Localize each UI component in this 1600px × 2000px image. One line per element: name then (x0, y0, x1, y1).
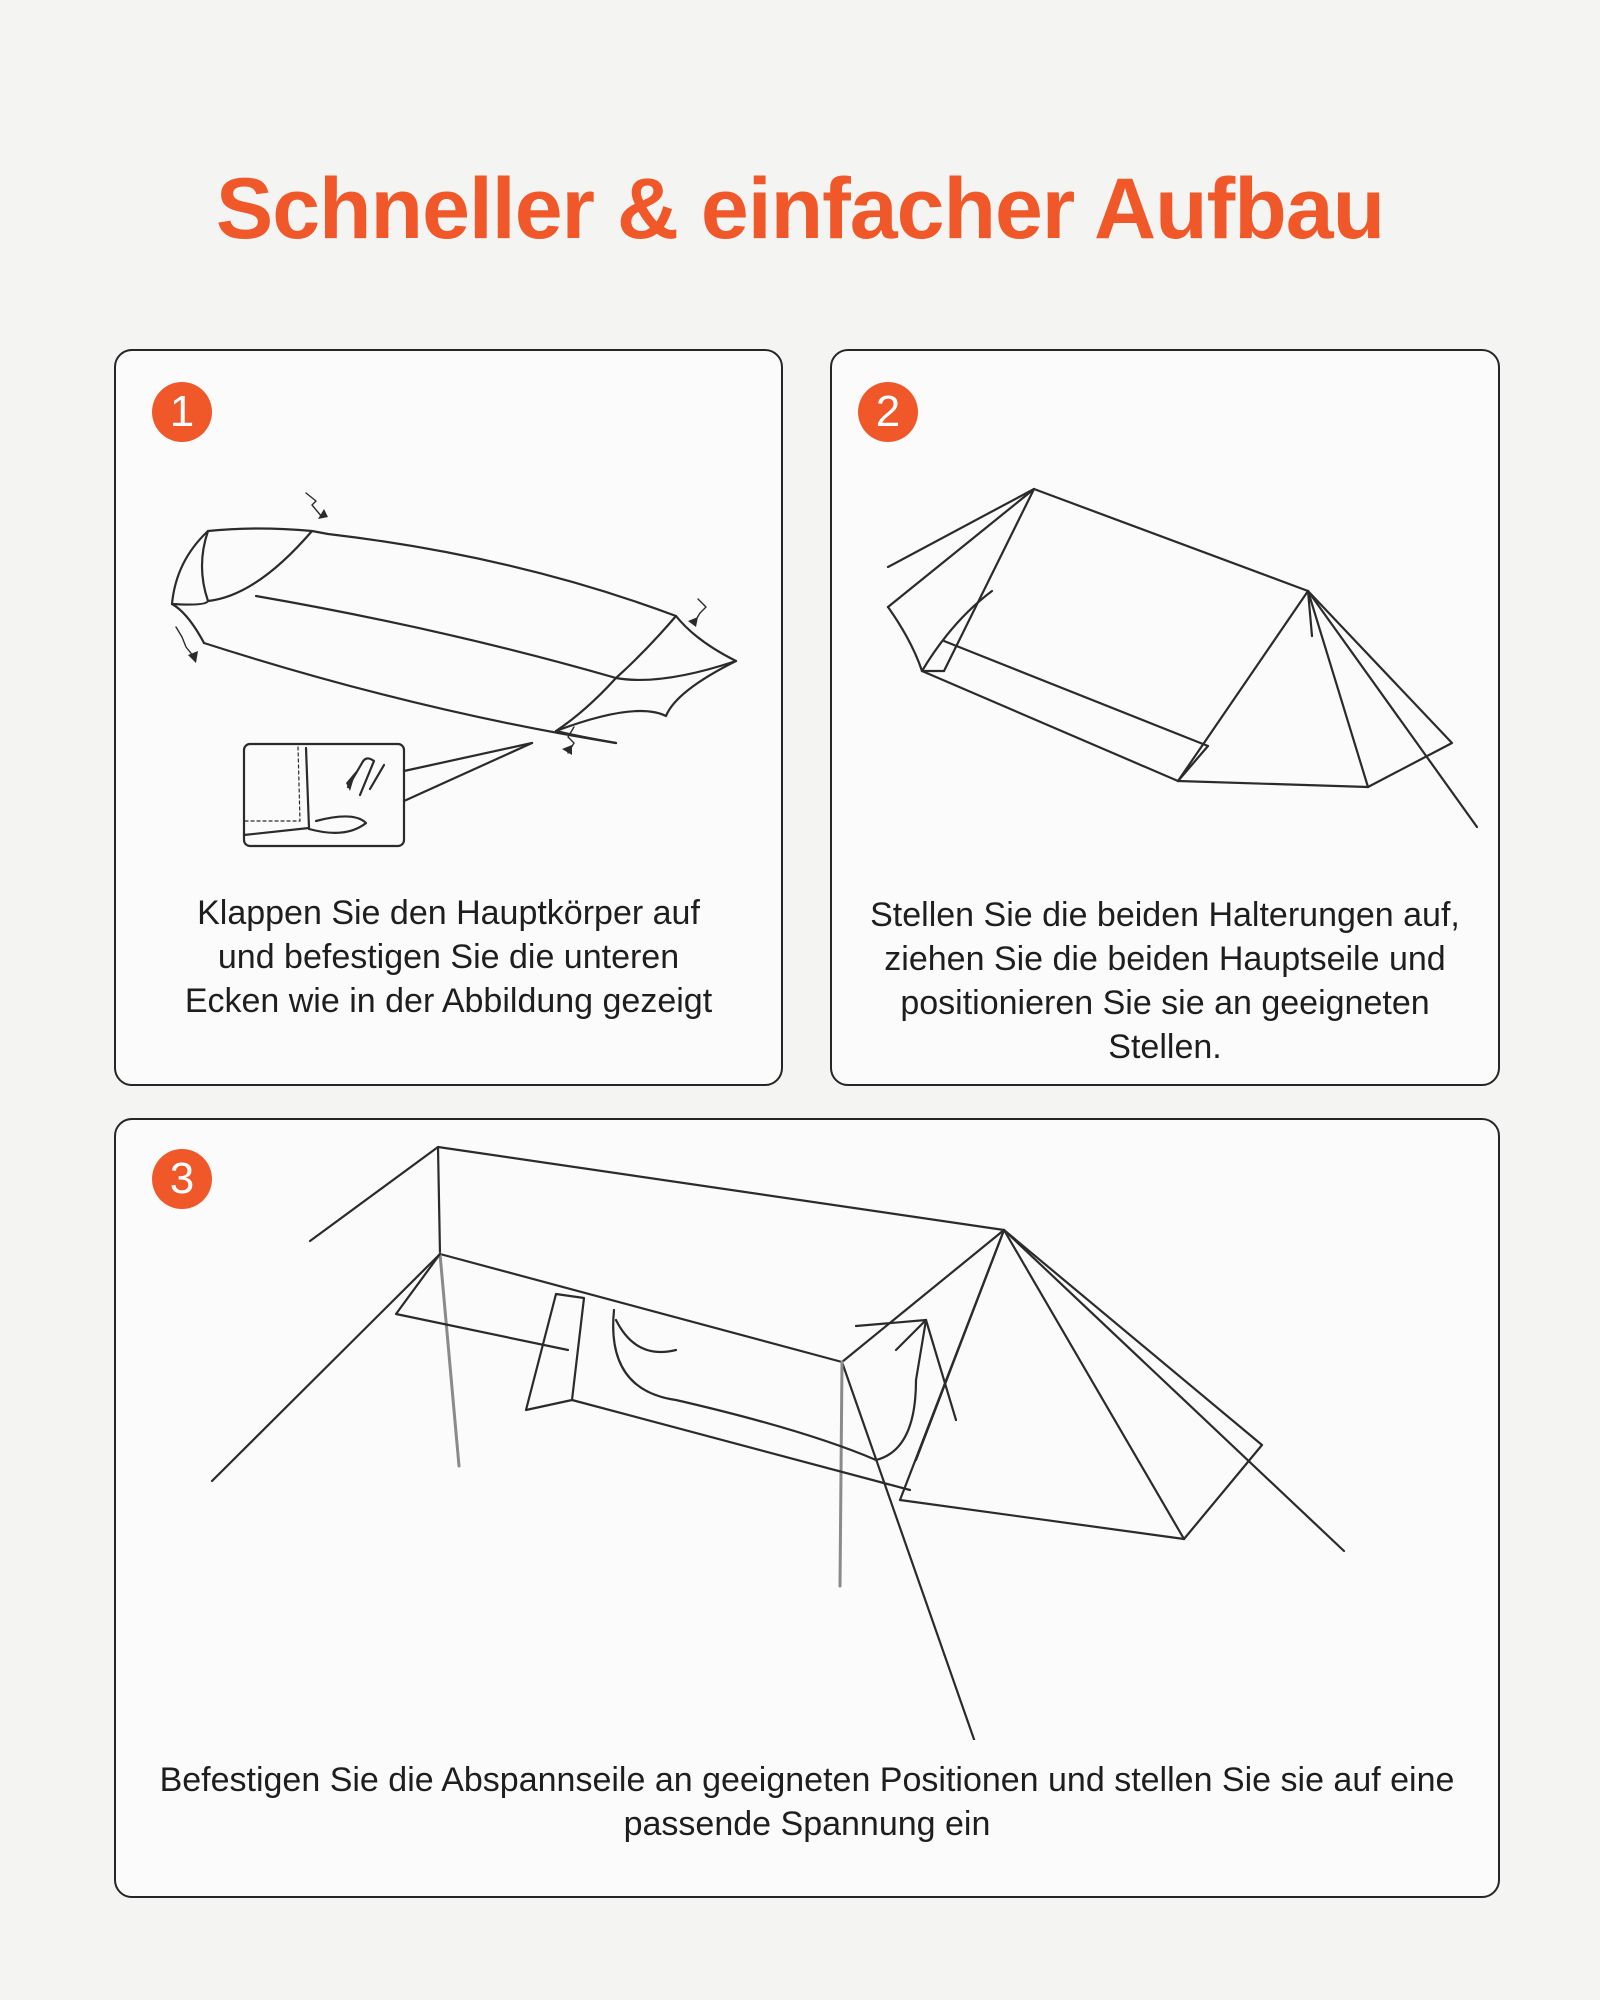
step-1-card (114, 349, 783, 1086)
step-1-caption: Klappen Sie den Hauptkörper auf und befestigen Sie die unteren Ecken wie in der Abbildung gezeigt (184, 894, 713, 1020)
page-title: Schneller & einfacher Aufbau (215, 161, 1385, 257)
tent-erected-illustration (832, 351, 1502, 871)
tarp-laid-flat-illustration (116, 351, 785, 871)
step-number-badge: 1 (152, 382, 212, 442)
tent-with-tarp-illustration (116, 1120, 1502, 1740)
step-2-card (830, 349, 1500, 1086)
step-number-badge: 3 (152, 1149, 212, 1209)
step-3-caption: Befestigen Sie die Abspannseile an geeigneten Positionen und stellen Sie sie auf eine passende Spannung ein (159, 1761, 1455, 1843)
step-2-caption: Stellen Sie die beiden Halterungen auf, ziehen Sie die beiden Hauptseile und positionieren Sie sie an geeigneten Stellen. (870, 896, 1460, 1066)
step-3-card (114, 1118, 1500, 1898)
step-number-badge: 2 (858, 382, 918, 442)
